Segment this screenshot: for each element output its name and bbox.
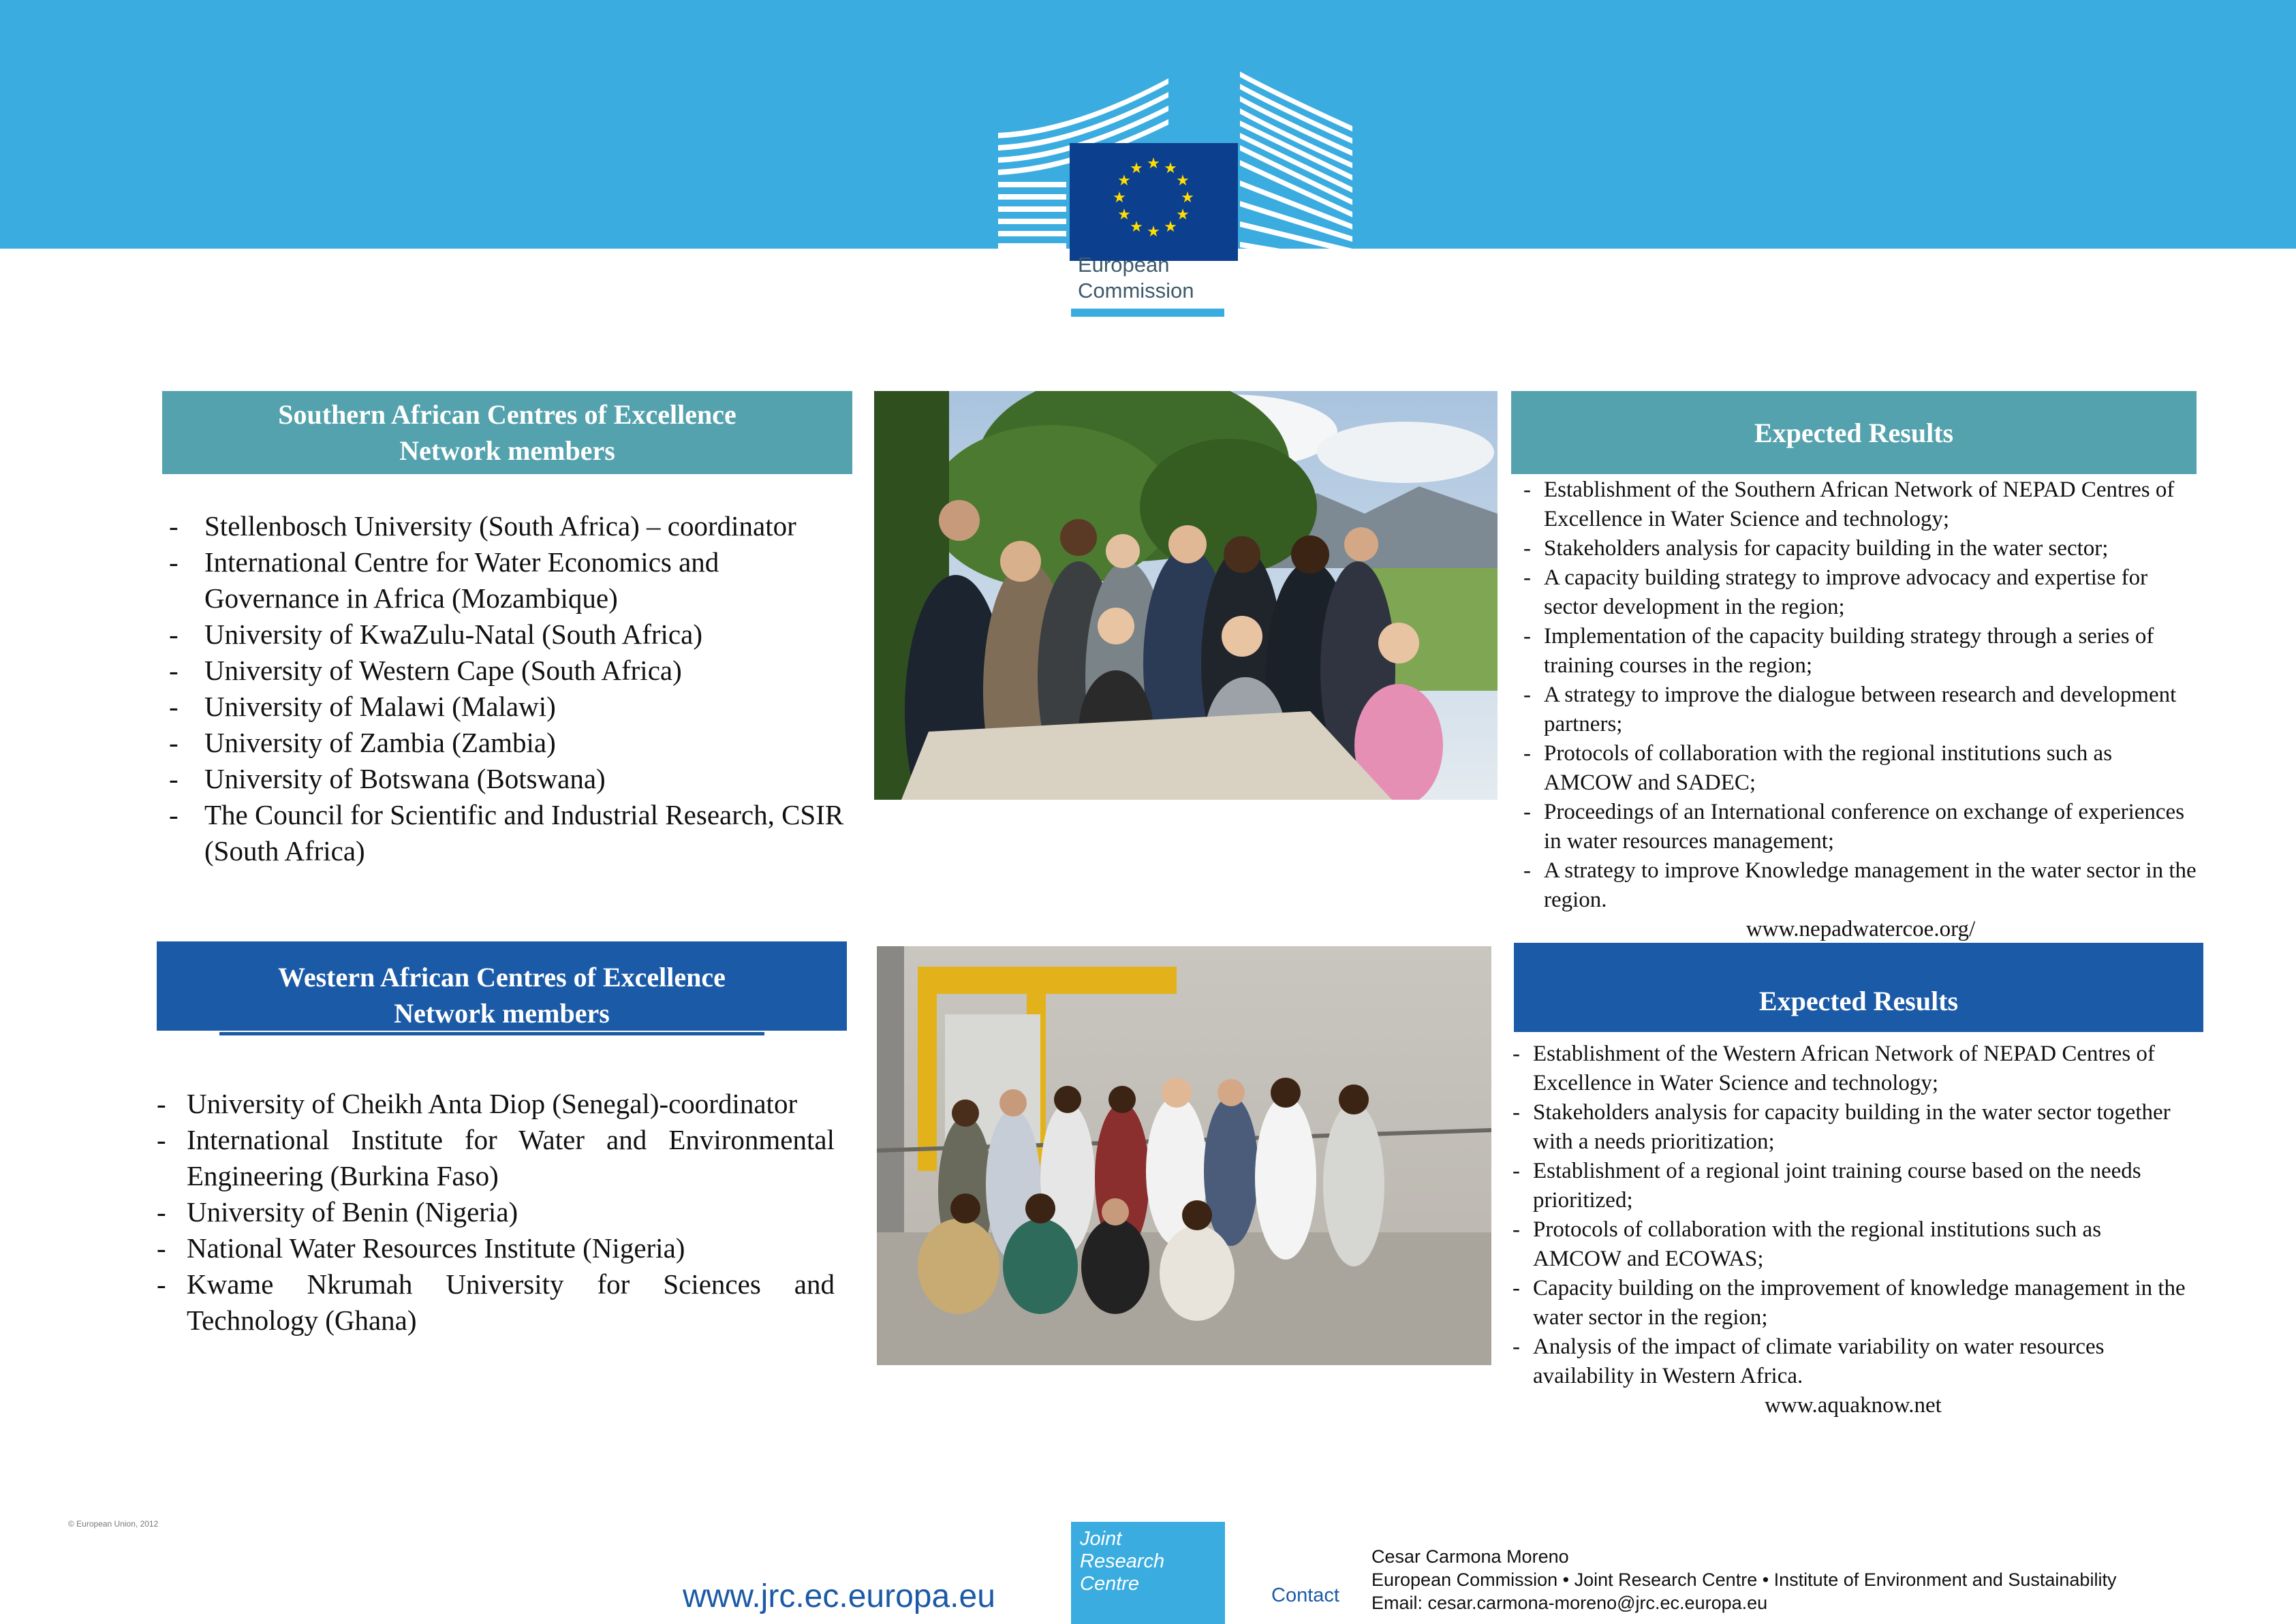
list-item: - Capacity building on the improvement of knowledge management in the water sector in the region; <box>1512 1276 2186 1330</box>
southern-results-header <box>1511 391 2197 474</box>
western-header-underline <box>219 1032 764 1035</box>
southern-results-title: Expected Results <box>1754 418 1954 448</box>
list-item: - International Centre for Water Economics and Governance in Africa (Mozambique) <box>169 546 719 614</box>
list-item: - Implementation of the capacity building strategy through a series of training courses in the region; <box>1523 624 2154 678</box>
svg-text:★: ★ <box>1181 189 1194 206</box>
western-results-list <box>1512 1040 2194 1420</box>
western-header-line-1: Western African Centres of Excellence <box>278 962 726 993</box>
contact-block <box>1371 1545 2116 1614</box>
contact-email[interactable]: Email: cesar.carmona-moreno@jrc.ec.europa.eu <box>1371 1593 1768 1613</box>
logo-line-1: European <box>1078 253 1170 277</box>
list-item: - Stakeholders analysis for capacity building in the water sector; <box>1523 536 2109 561</box>
list-item: - Establishment of the Southern African Network of NEPAD Centres of Excellence in Water Science and technology; <box>1523 478 2175 531</box>
svg-text:★: ★ <box>1113 189 1126 206</box>
contact-organisation: European Commission • Joint Research Centre • Institute of Environment and Sustainability <box>1371 1570 2117 1590</box>
list-item: - Kwame Nkrumah University for Sciences and Technology (Ghana) <box>157 1268 835 1336</box>
list-item: - University of Malawi (Malawi) <box>169 691 556 722</box>
list-item: - Analysis of the impact of climate variability on water resources availability in Western Africa. <box>1512 1334 2105 1388</box>
list-item: - International Institute for Water and Environmental Engineering (Burkina Faso) <box>157 1124 835 1191</box>
svg-text:★: ★ <box>1147 223 1160 240</box>
svg-text:★: ★ <box>1164 219 1177 236</box>
southern-network-url[interactable]: www.nepadwatercoe.org/ <box>1746 917 1976 941</box>
western-header-line-2: Network members <box>394 998 610 1029</box>
southern-members-list <box>169 508 850 869</box>
jrc-line-2: Research <box>1080 1550 1165 1572</box>
contact-name: Cesar Carmona Moreno <box>1371 1546 1569 1567</box>
svg-text:★: ★ <box>1130 219 1143 236</box>
western-members-header <box>157 941 847 1031</box>
svg-text:★: ★ <box>1117 206 1131 223</box>
svg-text:★: ★ <box>1130 160 1143 177</box>
list-item: - A capacity building strategy to improve advocacy and expertise for sector development in the region; <box>1523 565 2148 619</box>
list-item: - A strategy to improve the dialogue between research and development partners; <box>1523 683 2177 736</box>
jrc-website-link[interactable]: www.jrc.ec.europa.eu <box>683 1578 995 1614</box>
southern-header-line-2: Network members <box>399 435 615 466</box>
logo-underline <box>1071 309 1224 317</box>
western-network-url[interactable]: www.aquaknow.net <box>1765 1393 1942 1418</box>
list-item: - Establishment of a regional joint training course based on the needs prioritized; <box>1512 1159 2141 1213</box>
list-item: - Stellenbosch University (South Africa) – coordinator <box>169 510 796 542</box>
southern-header-line-1: Southern African Centres of Excellence <box>278 399 736 430</box>
list-item: - University of Cheikh Anta Diop (Senegal)-coordinator <box>157 1088 798 1119</box>
contact-label: Contact <box>1271 1584 1339 1606</box>
list-item: - University of KwaZulu-Natal (South Africa) <box>169 619 702 650</box>
southern-group-photo <box>874 391 1498 800</box>
jrc-logo-text <box>1080 1528 1164 1595</box>
copyright-notice: © European Union, 2012 <box>68 1519 159 1529</box>
list-item: - National Water Resources Institute (Nigeria) <box>157 1232 685 1264</box>
logo-line-2: Commission <box>1078 279 1194 302</box>
list-item: - University of Benin (Nigeria) <box>157 1196 518 1228</box>
list-item: - A strategy to improve Knowledge management in the water sector in the region. <box>1523 858 2197 912</box>
western-results-title: Expected Results <box>1758 986 1959 1016</box>
svg-text:★: ★ <box>1176 206 1190 223</box>
list-item: - Protocols of collaboration with the regional institutions such as AMCOW and ECOWAS; <box>1512 1217 2102 1271</box>
list-item: - Proceedings of an International conference on exchange of experiences in water resources management; <box>1523 800 2185 854</box>
southern-results-list <box>1523 475 2198 944</box>
logo-wordmark <box>1078 252 1194 304</box>
jrc-line-1: Joint <box>1080 1528 1122 1550</box>
svg-text:★: ★ <box>1176 172 1190 189</box>
western-members-list <box>157 1086 835 1339</box>
list-item: - Protocols of collaboration with the regional institutions such as AMCOW and SADEC; <box>1523 741 2113 795</box>
list-item: - Establishment of the Western African Network of NEPAD Centres of Excellence in Water Science and technology; <box>1512 1042 2155 1095</box>
list-item: - The Council for Scientific and Industrial Research, CSIR (South Africa) <box>169 799 844 866</box>
list-item: - University of Zambia (Zambia) <box>169 727 556 758</box>
list-item: - University of Western Cape (South Africa) <box>169 655 682 686</box>
list-item: - Stakeholders analysis for capacity building in the water sector together with a needs prioritization; <box>1512 1100 2171 1154</box>
western-group-photo <box>877 946 1491 1365</box>
list-item: - University of Botswana (Botswana) <box>169 763 606 794</box>
western-results-header <box>1514 943 2203 1032</box>
svg-text:★: ★ <box>1117 172 1131 189</box>
jrc-line-3: Centre <box>1080 1573 1140 1595</box>
svg-text:★: ★ <box>1147 155 1160 172</box>
southern-members-header <box>162 391 852 474</box>
svg-text:★: ★ <box>1164 160 1177 177</box>
